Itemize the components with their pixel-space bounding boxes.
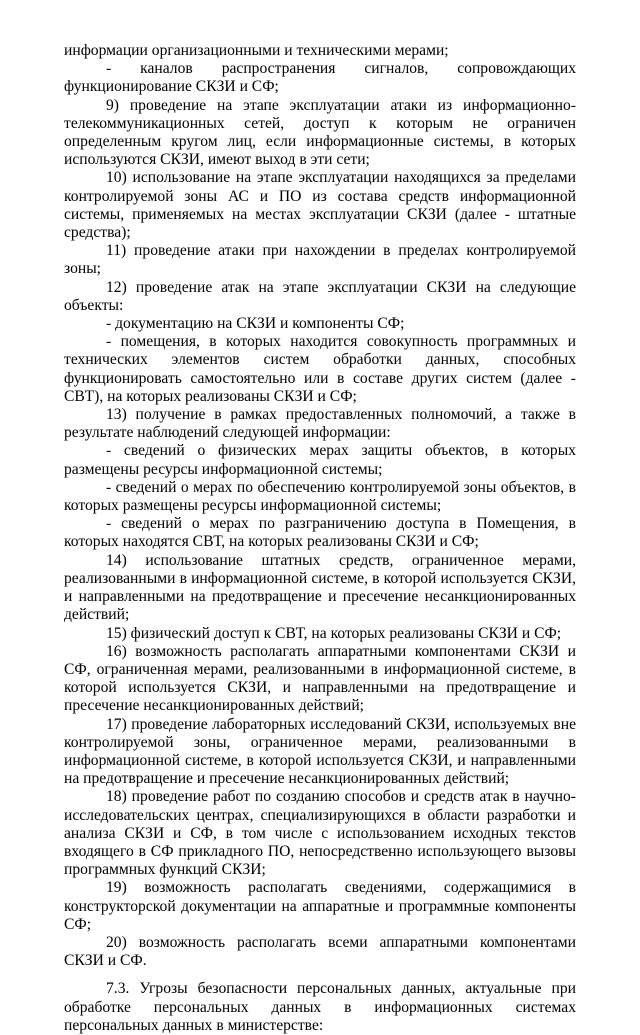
paragraph: 11) проведение атаки при нахождении в пределах контролируемой зоны; [64, 242, 576, 278]
paragraph: 14) использование штатных средств, ограниченное мерами, реализованными в информационной системе, в которой используется СКЗИ, и направленными на предотвращение и пресечение несанкционированных действий; [64, 551, 576, 624]
paragraph: - сведений о мерах по обеспечению контролируемой зоны объектов, в которых размещены ресурсы информационной системы; [64, 478, 576, 515]
paragraph: - документацию на СКЗИ и компоненты СФ; [106, 315, 405, 333]
paragraph: 15) физический доступ к СВТ, на которых реализованы СКЗИ и СФ; [106, 624, 562, 642]
paragraph: 17) проведение лабораторных исследований СКЗИ, используемых вне контролируемой зоны, ограниченное мерами, реализованными в информационной системе, в которой используется СКЗИ, и направленными на предотвращение и пресечение несанкционированных действий; [64, 715, 576, 788]
paragraph: 13) получение в рамках предоставленных полномочий, а также в результате наблюдений следующей информации: [64, 406, 576, 442]
paragraph: 18) проведение работ по созданию способов и средств атак в научно-исследовательских центрах, специализирующихся в области разработки и анализа СКЗИ и СФ, в том числе с использованием исходных текстов входящего в СФ прикладного ПО, непосредственно использующего вызовы программных функций СКЗИ; [64, 788, 576, 879]
paragraph: - каналов распространения сигналов, сопровождающих функционирование СКЗИ и СФ; [64, 60, 576, 96]
paragraph: - помещения, в которых находится совокупность программных и технических элементов систем обработки данных, способных функционировать самостоятельно или в составе других систем (далее - СВТ), на которых реализованы СКЗИ и СФ; [64, 333, 576, 405]
paragraph: - сведений о мерах по разграничению доступа в Помещения, в которых находятся СВТ, на которых реализованы СКЗИ и СФ; [64, 515, 576, 551]
paragraph: 10) использование на этапе эксплуатации находящихся за пределами контролируемой зоны АС и ПО из состава средств информационной системы, применяемых на местах эксплуатации СКЗИ (далее - штатные средства); [64, 169, 576, 242]
paragraph: 20) возможность располагать всеми аппаратными компонентами СКЗИ и СФ. [64, 933, 576, 970]
paragraph: - сведений о физических мерах защиты объектов, в которых размещены ресурсы информационной системы; [64, 442, 576, 478]
section-spacer [64, 970, 576, 980]
paragraph: 19) возможность располагать сведениями, содержащимися в конструкторской документации на аппаратные и программные компоненты СФ; [64, 879, 576, 933]
paragraph: 9) проведение на этапе эксплуатации атаки из информационно-телекоммуникационных сетей, доступ к которым не ограничен определенным кругом лиц, если информационные системы, в которых используются СКЗИ, имеют выход в эти сети; [64, 96, 576, 169]
paragraph: информации организационными и техническими мерами; [64, 42, 449, 59]
paragraph: 16) возможность располагать аппаратными компонентами СКЗИ и СФ, ограниченная мерами, реализованными в информационной системе, в которой используется СКЗИ, и направленными на предотвращение и пресечение несанкционированных действий; [64, 642, 576, 715]
section-heading: 7.3. Угрозы безопасности персональных данных, актуальные при обработке персональных данных в информационных системах персональных данных в министерстве: [64, 980, 576, 1034]
paragraph: 12) проведение атак на этапе эксплуатации СКЗИ на следующие объекты: [64, 278, 576, 314]
